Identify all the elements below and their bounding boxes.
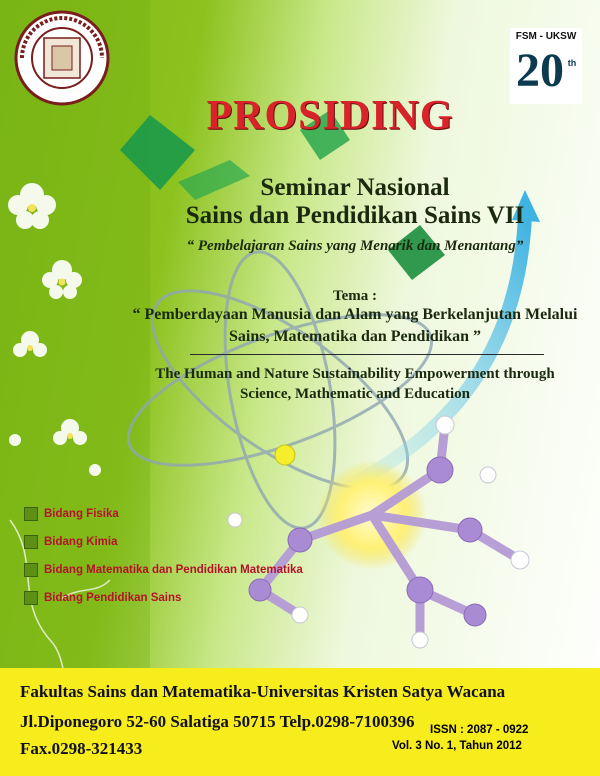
seminar-line-2: Sains dan Pendidikan Sains VII	[185, 202, 525, 229]
list-item	[24, 584, 303, 612]
english-theme-line-2: Science, Mathematic and Education	[240, 386, 470, 402]
page-title	[0, 92, 600, 140]
title-text: PROSIDING	[206, 93, 454, 139]
badge-top-text: FSM - UKSW	[515, 31, 577, 42]
volume-info: Vol. 3 No. 1, Tahun 2012	[392, 740, 522, 752]
list-item	[24, 556, 303, 584]
field-list	[24, 500, 303, 612]
list-item	[24, 528, 303, 556]
divider	[190, 354, 544, 355]
field-label: Bidang Fisika	[44, 508, 119, 520]
seminar-tagline: “ Pembelajaran Sains yang Menarik dan Menantang”	[186, 238, 524, 254]
field-label: Bidang Kimia	[44, 536, 118, 548]
field-label: Bidang Matematika dan Pendidikan Matematika	[44, 564, 303, 576]
theme-line-2: Sains, Matematika dan Pendidikan ”	[228, 328, 482, 345]
field-label: Bidang Pendidikan Sains	[44, 592, 182, 604]
issn-block	[390, 722, 590, 760]
checkbox-square-icon	[24, 535, 38, 549]
electron-dot	[275, 445, 295, 465]
theme-label: Tema :	[332, 288, 378, 304]
faculty-name: Fakultas Sains dan Matematika-Universitas Kristen Satya Wacana	[20, 682, 506, 701]
footer-band	[0, 668, 600, 776]
badge-suffix: th	[567, 58, 577, 68]
theme-line-1: “ Pemberdayaan Manusia dan Alam yang Berkelanjutan Melalui	[132, 306, 578, 323]
checkbox-square-icon	[24, 591, 38, 605]
address-line: Jl.Diponegoro 52-60 Salatiga 50715 Telp.0298-7100396	[20, 712, 415, 731]
checkbox-square-icon	[24, 507, 38, 521]
checkbox-square-icon	[24, 563, 38, 577]
list-item	[24, 500, 303, 528]
english-theme-line-1: The Human and Nature Sustainability Empowerment through	[155, 366, 555, 382]
fax-line: Fax.0298-321433	[20, 739, 143, 758]
badge-number: 20	[516, 44, 564, 97]
seminar-line-1: Seminar Nasional	[260, 174, 450, 201]
issn-number: ISSN : 2087 - 0922	[430, 724, 529, 736]
